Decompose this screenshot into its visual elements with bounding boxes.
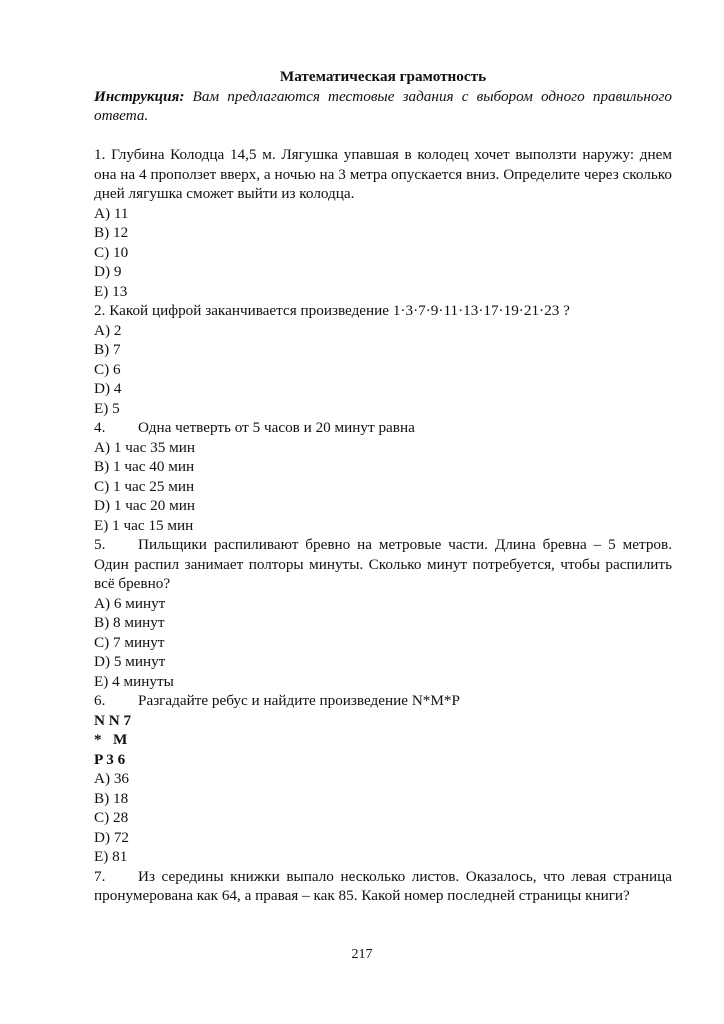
instruction-label: Инструкция: xyxy=(94,87,185,105)
q4-option-e: E) 1 час 15 мин xyxy=(94,516,194,534)
question-1-text: 1. Глубина Колодца 14,5 м. Лягушка упавшая в колодец хочет выползти наружу: днем она на 4 проползет вверх, а ночью на 3 метра опускается вниз. Определите через сколько дней лягушка сможет выйти из колодца. xyxy=(94,146,672,202)
question-7 xyxy=(94,867,672,906)
question-5-number: 5. xyxy=(94,536,106,553)
q2-option-b: B) 7 xyxy=(94,341,121,358)
q1-option-c: C) 10 xyxy=(94,243,129,261)
rebus-line-2: * M xyxy=(94,731,128,748)
q1-option-e: E) 13 xyxy=(94,282,128,300)
page-number: 217 xyxy=(351,947,373,962)
q5-option-a: A) 6 минут xyxy=(94,594,166,612)
q6-option-c: C) 28 xyxy=(94,809,129,826)
page-content xyxy=(94,67,672,906)
q6-option-e: E) 81 xyxy=(94,848,128,865)
q2-option-e: E) 5 xyxy=(94,399,120,417)
q4-option-d: D) 1 час 20 мин xyxy=(94,497,195,514)
q4-option-a: A) 1 час 35 мин xyxy=(94,438,195,456)
rebus-line-3: P 3 6 xyxy=(94,750,126,768)
q5-option-c: C) 7 минут xyxy=(94,633,165,651)
question-7-number: 7. xyxy=(94,867,106,885)
q2-option-c: C) 6 xyxy=(94,360,121,378)
question-5-text: Пильщики распиливают бревно на метровые части. Длина бревна – 5 метров. Один распил занимает полторы минуты. Сколько минут потребуется, чтобы распилить всё бревно? xyxy=(94,536,672,592)
question-6-text: Разгадайте ребус и найдите произведение N*M*P xyxy=(138,692,460,709)
instruction xyxy=(94,87,672,126)
document-title: Математическая грамотность xyxy=(279,68,487,85)
q1-option-d: D) 9 xyxy=(94,263,122,280)
q1-option-b: B) 12 xyxy=(94,224,129,241)
instruction-text: Вам предлагаются тестовые задания с выбором одного правильного ответа. xyxy=(94,87,672,124)
question-4-number: 4. xyxy=(94,419,106,436)
q2-option-a: A) 2 xyxy=(94,321,122,339)
question-4-text: Одна четверть от 5 часов и 20 минут равна xyxy=(138,419,415,436)
q6-option-b: B) 18 xyxy=(94,789,129,807)
q1-option-a: A) 11 xyxy=(94,204,129,222)
q6-option-a: A) 36 xyxy=(94,770,130,787)
q6-option-d: D) 72 xyxy=(94,828,130,846)
question-2-text: 2. Какой цифрой заканчивается произведение 1·3·7·9·11·13·17·19·21·23 ? xyxy=(94,302,570,319)
q5-option-d: D) 5 минут xyxy=(94,653,166,670)
rebus-line-1: N N 7 xyxy=(94,711,132,729)
question-6-number: 6. xyxy=(94,692,106,709)
q5-option-e: E) 4 минуты xyxy=(94,672,174,690)
question-4 xyxy=(94,418,672,438)
q4-option-c: C) 1 час 25 мин xyxy=(94,477,195,495)
q4-option-b: B) 1 час 40 мин xyxy=(94,458,195,475)
question-5 xyxy=(94,535,672,594)
question-7-text: Из середины книжки выпало несколько листов. Оказалось, что левая страница пронумерована как 64, а правая – как 85. Какой номер последней страницы книги? xyxy=(94,867,672,904)
question-6 xyxy=(94,691,672,711)
q2-option-d: D) 4 xyxy=(94,380,122,397)
q5-option-b: B) 8 минут xyxy=(94,614,165,631)
